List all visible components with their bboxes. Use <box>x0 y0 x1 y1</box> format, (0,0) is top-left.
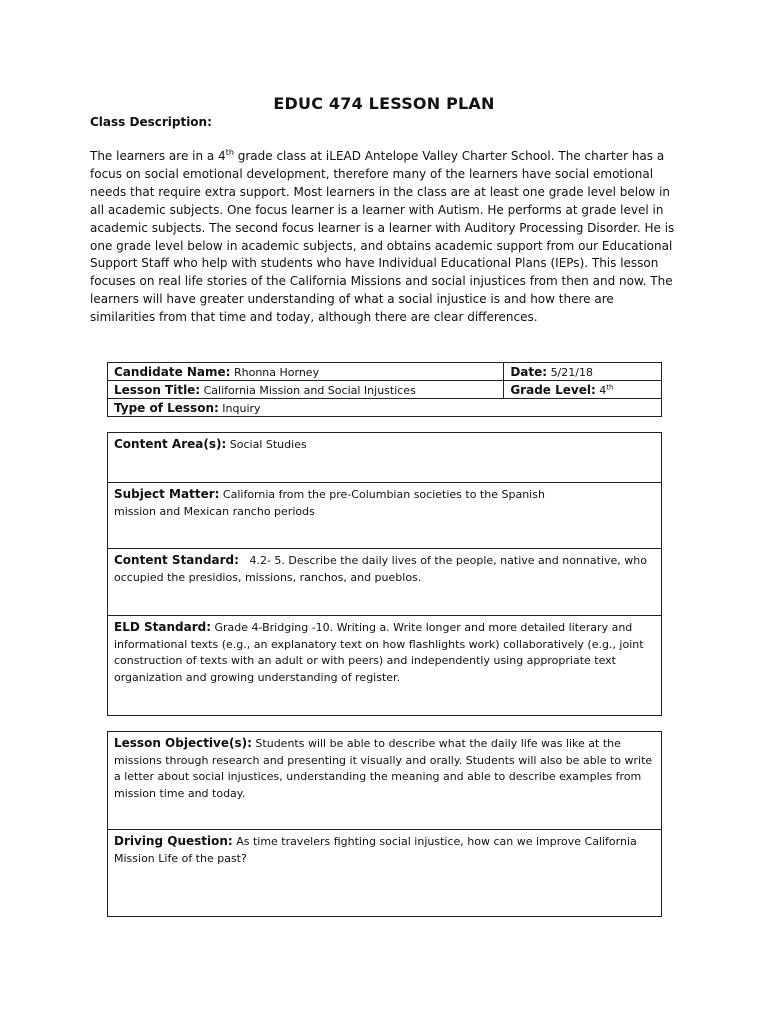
driving-question-label: Driving Question: <box>114 834 233 848</box>
subject-matter-value-line2: mission and Mexican rancho periods <box>114 504 315 518</box>
info-row-lesson-title <box>108 381 662 399</box>
lesson-objective-label: Lesson Objective(s): <box>114 736 252 750</box>
candidate-label: Candidate Name: <box>114 364 231 379</box>
lesson-title-cell <box>108 381 504 399</box>
eld-standard-label: ELD Standard: <box>114 620 211 634</box>
grade-level-cell <box>504 381 662 399</box>
eld-standard-value: Grade 4-Bridging -10. Writing a. Write longer and more detailed literary and informational texts (e.g., an explanatory text on how flashlights work) collaboratively (e.g., joint construction of texts with an adult or with peers) and independently using appropriate text organization and growing understanding of register. <box>114 621 644 684</box>
eld-standard-cell <box>108 616 661 715</box>
page-title: EDUC 474 LESSON PLAN <box>273 94 495 113</box>
class-description-text <box>90 148 680 327</box>
description-lead: The learners are in a 4 <box>90 149 226 163</box>
lesson-title-value: California Mission and Social Injustices <box>203 383 416 397</box>
content-standard-cell <box>108 549 661 616</box>
date-value: 5/21/18 <box>550 365 593 379</box>
content-standards-box <box>107 432 662 716</box>
type-of-lesson-value: Inquiry <box>222 401 261 415</box>
date-label: Date: <box>510 364 548 379</box>
subject-matter-cell <box>108 483 661 549</box>
type-of-lesson-cell <box>108 399 662 417</box>
candidate-value: Rhonna Horney <box>233 365 320 379</box>
lesson-title-label: Lesson Title: <box>114 382 201 397</box>
content-area-cell <box>108 433 661 483</box>
content-standard-label: Content Standard: <box>114 553 239 567</box>
info-row-candidate <box>108 363 662 381</box>
lesson-objective-cell <box>108 732 661 830</box>
class-description-label: Class Description: <box>90 115 212 129</box>
lesson-info-table <box>107 362 662 417</box>
description-rest: grade class at iLEAD Antelope Valley Charter School. The charter has a focus on social emotional development, therefore many of the learners have social emotional needs that require extra support. Most learners in the class are at least one grade level below in all academic subjects. One focus learner is a learner with Autism. He performs at grade level in academic subjects. The second focus learner is a learner with Auditory Processing Disorder. He is one grade level below in academic subjects, and obtains academic support from our Educational Support Staff who help with students who have Individual Educational Plans (IEPs). This lesson focuses on real life stories of the California Missions and social injustices from then and now. The learners will have greater understanding of what a social injustice is and how there are similarities from that time and today, although there are clear differences. <box>90 149 675 325</box>
content-area-value: Social Studies <box>229 438 307 451</box>
content-area-label: Content Area(s): <box>114 437 227 451</box>
grade-level-superscript: th <box>606 382 614 391</box>
subject-matter-label: Subject Matter: <box>114 487 220 501</box>
lesson-objective-value: Students will be able to describe what the daily life was like at the missions through research and presenting it visually and orally. Students will also be able to write a letter about social injustices, understanding the meaning and able to describe examples from mission time and today. <box>114 737 653 800</box>
date-cell <box>504 363 662 381</box>
type-of-lesson-label: Type of Lesson: <box>114 400 219 415</box>
info-row-type <box>108 399 662 417</box>
description-superscript: th <box>225 148 234 157</box>
grade-level-label: Grade Level: <box>510 382 596 397</box>
content-standard-value: 4.2- 5. Describe the daily lives of the people, native and nonnative, who occupied the presidios, missions, ranchos, and pueblos. <box>114 554 647 584</box>
objectives-box <box>107 731 662 917</box>
grade-level-value: 4 <box>599 383 607 397</box>
driving-question-cell <box>108 830 661 916</box>
driving-question-value: As time travelers fighting social injustice, how can we improve California Mission Life of the past? <box>114 835 637 865</box>
candidate-cell <box>108 363 504 381</box>
subject-matter-value: California from the pre-Columbian societies to the Spanish <box>222 488 545 501</box>
